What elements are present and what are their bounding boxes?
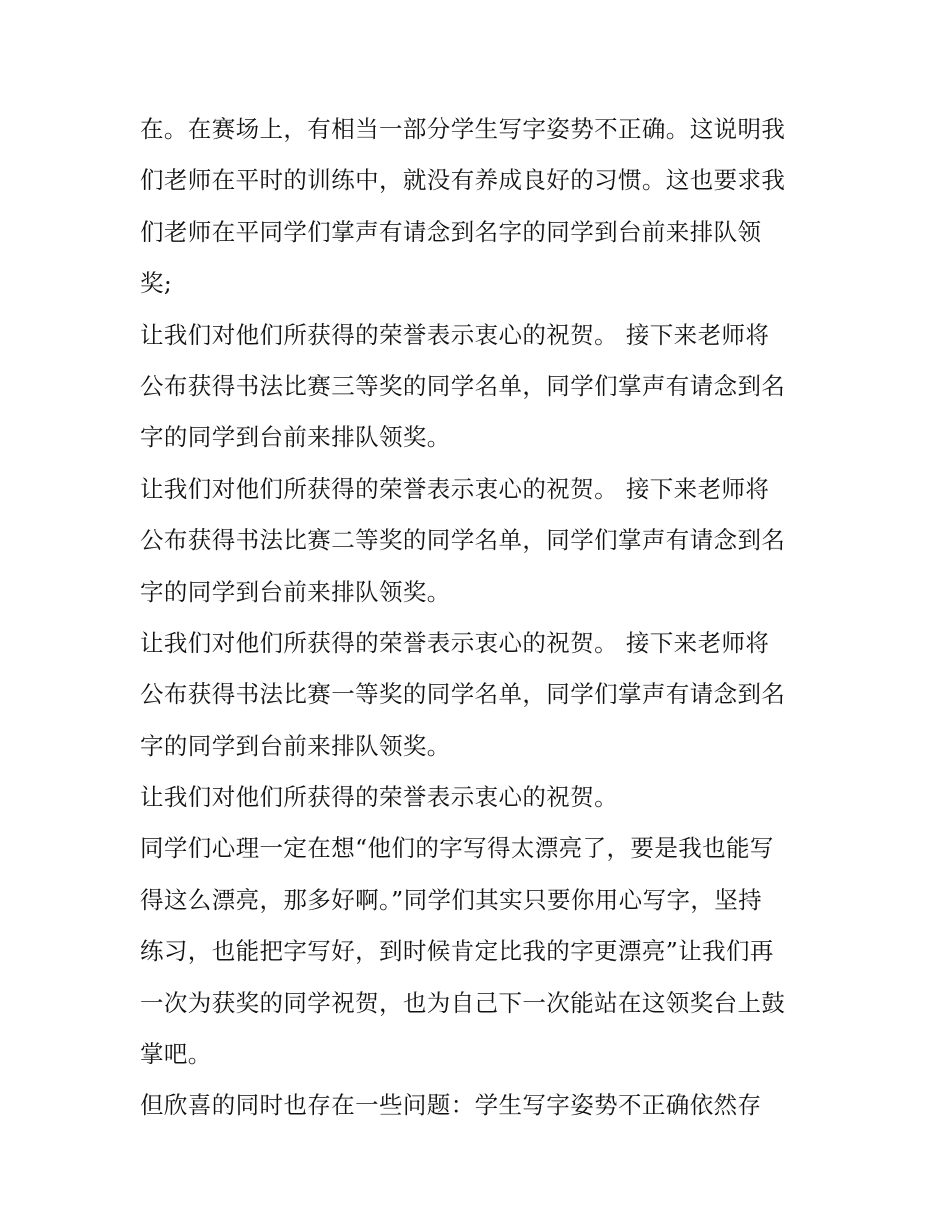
text-line: 们老师在平同学们掌声有请念到名字的同学到台前来排队领 — [140, 217, 762, 246]
text-line: 字的同学到台前来排队领奖。 — [140, 731, 451, 760]
document-body — [140, 104, 830, 1132]
text-line: 在。在赛场上，有相当一部分学生写字姿势不正确。这说明我 — [140, 115, 786, 143]
text-line: 奖; — [140, 269, 173, 298]
text-line: 但欣喜的同时也存在一些问题：学生写字姿势不正确依然存 — [140, 1091, 762, 1120]
text-line: 字的同学到台前来排队领奖。 — [140, 423, 451, 452]
text-line: 让我们对他们所获得的荣誉表示衷心的祝贺。 接下来老师将 — [140, 474, 770, 503]
text-line: 让我们对他们所获得的荣誉表示衷心的祝贺。 接下来老师将 — [140, 320, 770, 349]
text-line: 练习，也能把字写好，到时候肯定比我的字更漂亮”让我们再 — [140, 937, 774, 966]
text-line: 字的同学到台前来排队领奖。 — [140, 577, 451, 606]
text-line: 同学们心理一定在想“他们的字写得太漂亮了，要是我也能写 — [140, 834, 774, 863]
text-line: 公布获得书法比赛三等奖的同学名单，同学们掌声有请念到名 — [140, 371, 786, 400]
text-line: 一次为获奖的同学祝贺，也为自己下一次能站在这领奖台上鼓 — [140, 988, 786, 1017]
text-line: 们老师在平时的训练中，就没有养成良好的习惯。这也要求我 — [140, 166, 786, 195]
text-line: 让我们对他们所获得的荣誉表示衷心的祝贺。 接下来老师将 — [140, 628, 770, 657]
text-line: 公布获得书法比赛二等奖的同学名单，同学们掌声有请念到名 — [140, 526, 786, 555]
text-line: 得这么漂亮，那多好啊。”同学们其实只要你用心写字，坚持 — [140, 885, 763, 914]
text-line: 掌吧。 — [140, 1040, 212, 1069]
text-line: 让我们对他们所获得的荣誉表示衷心的祝贺。 — [140, 783, 618, 812]
text-line: 公布获得书法比赛一等奖的同学名单，同学们掌声有请念到名 — [140, 680, 786, 709]
